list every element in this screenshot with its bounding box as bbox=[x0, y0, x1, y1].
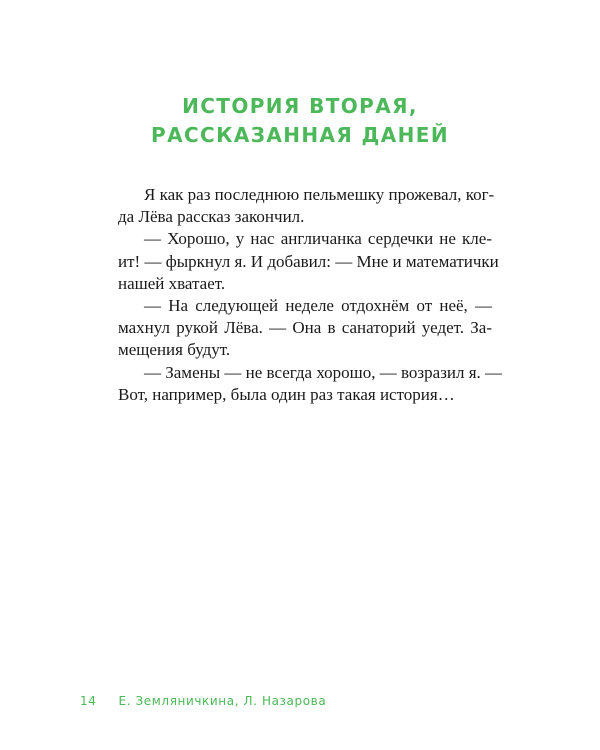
footer-authors: Е. Земляничкина, Л. Назарова bbox=[118, 694, 327, 708]
body-text bbox=[118, 184, 503, 406]
chapter-title bbox=[0, 92, 600, 150]
text-line: — На следующей неделе отдохнём от неё, — bbox=[144, 295, 492, 315]
page-footer bbox=[80, 694, 326, 708]
text-line: — Хорошо, у нас англичанка сердечки не кле- bbox=[144, 229, 492, 249]
text-line: да Лёва рассказ закончил. bbox=[118, 207, 305, 227]
text-line: Я как раз последнюю пельмешку прожевал, ког- bbox=[144, 185, 495, 204]
page-number: 14 bbox=[80, 694, 97, 708]
text-line: мещения будут. bbox=[118, 340, 231, 360]
chapter-title-line-1: ИСТОРИЯ ВТОРАЯ, bbox=[182, 94, 418, 118]
chapter-title-line-2: РАССКАЗАННАЯ ДАНЕЙ bbox=[151, 123, 449, 147]
text-line: — Замены — не всегда хорошо, — возразил я. — bbox=[144, 362, 503, 382]
text-line: нашей хватает. bbox=[118, 273, 226, 293]
text-line: Вот, например, была один раз такая история… bbox=[118, 384, 455, 404]
text-line: махнул рукой Лёва. — Она в санаторий уедет. За- bbox=[118, 318, 492, 338]
text-line: ит! — фыркнул я. И добавил: — Мне и математички bbox=[118, 251, 499, 271]
